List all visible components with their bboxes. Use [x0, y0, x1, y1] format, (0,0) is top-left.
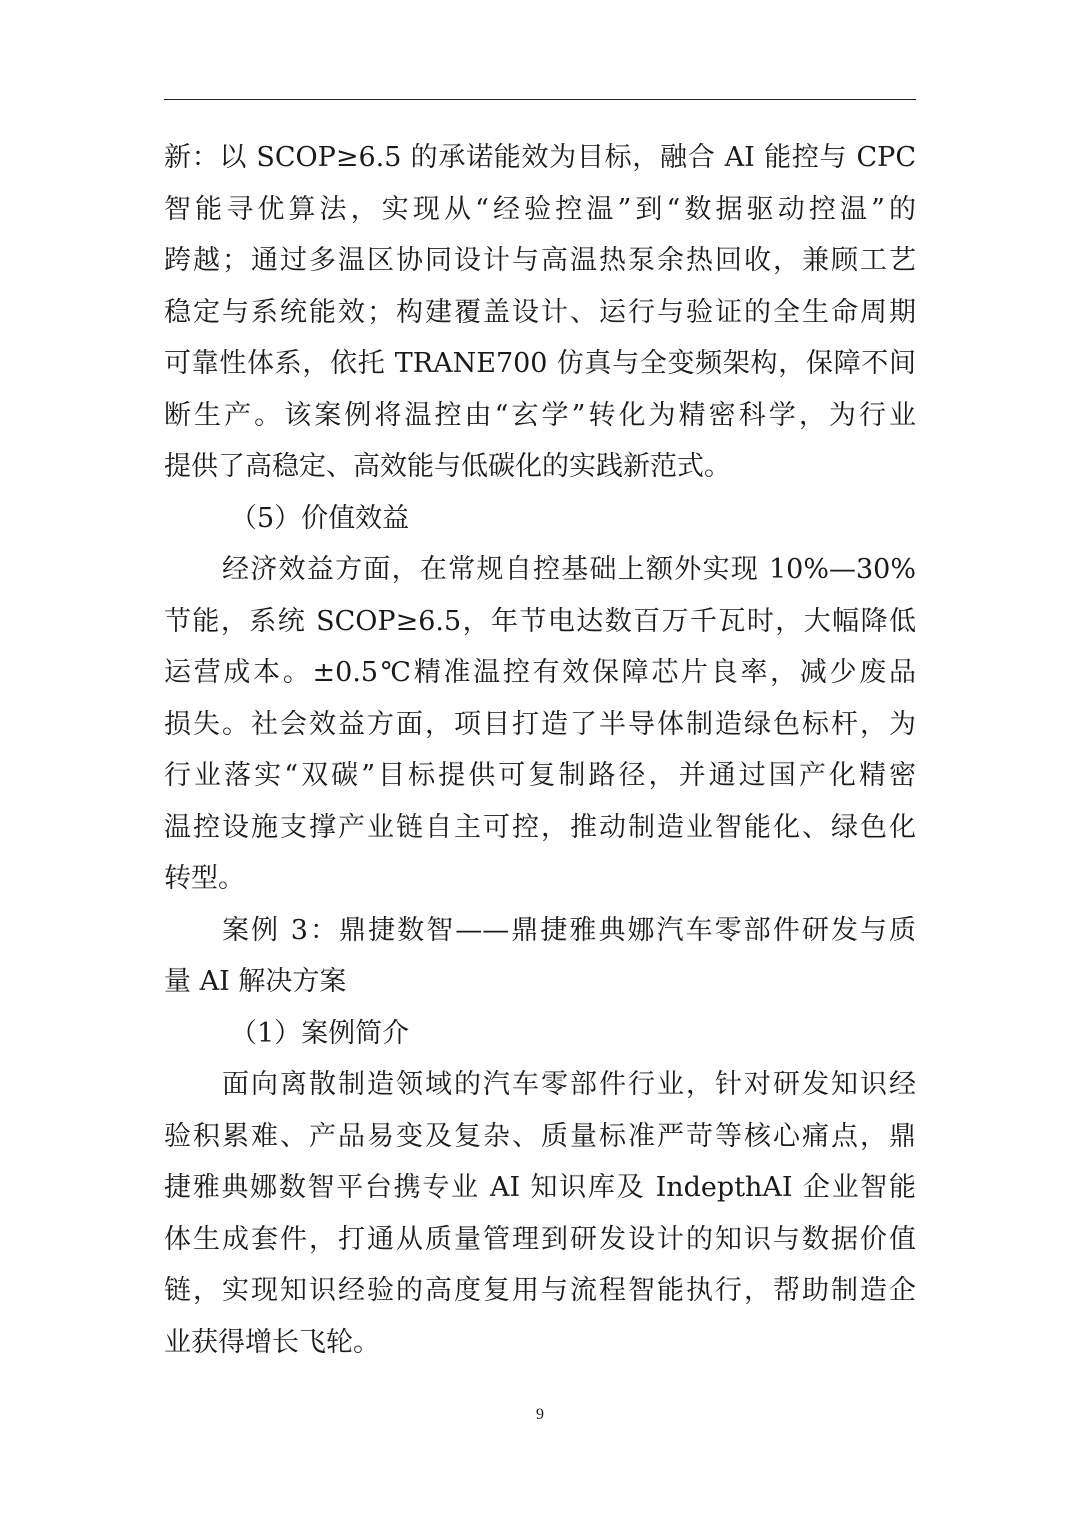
- paragraph-line: 转型。: [164, 863, 245, 894]
- paragraph-line: 行业落实“双碳”目标提供可复制路径，并通过国产化精密: [164, 760, 916, 791]
- paragraph-line: 体生成套件，打通从质量管理到研发设计的知识与数据价值: [164, 1223, 916, 1255]
- paragraph-line: 智能寻优算法，实现从“经验控温”到“数据驱动控温”的: [164, 193, 916, 225]
- paragraph-line: 链，实现知识经验的高度复用与流程智能执行，帮助制造企: [164, 1275, 916, 1306]
- page-number: 9: [536, 1406, 544, 1423]
- paragraph-line: 可靠性体系，依托 TRANE700 仿真与全变频架构，保障不间: [164, 348, 916, 379]
- paragraph-line: 捷雅典娜数智平台携专业 AI 知识库及 IndepthAI 企业智能: [164, 1172, 916, 1203]
- paragraph-line: 新：以 SCOP≥6.5 的承诺能效为目标，融合 AI 能控与 CPC: [164, 142, 916, 173]
- paragraph-line: 经济效益方面，在常规自控基础上额外实现 10%—30%: [222, 554, 916, 585]
- paragraph-line: 业获得增长飞轮。: [164, 1326, 380, 1358]
- paragraph-line: 温控设施支撑产业链自主可控，推动制造业智能化、绿色化: [164, 811, 916, 843]
- section-heading: （1）案例简介: [230, 1017, 410, 1049]
- paragraph-line: 稳定与系统能效；构建覆盖设计、运行与验证的全生命周期: [164, 296, 916, 328]
- paragraph-line: 验积累难、产品易变及复杂、质量标准严苛等核心痛点，鼎: [164, 1120, 916, 1152]
- paragraph-line: 损失。社会效益方面，项目打造了半导体制造绿色标杆，为: [164, 708, 916, 740]
- paragraph-line: 面向离散制造领域的汽车零部件行业，针对研发知识经: [222, 1069, 916, 1100]
- paragraph-line: 跨越；通过多温区协同设计与高温热泵余热回收，兼顾工艺: [164, 245, 916, 276]
- document-body: [164, 132, 916, 1368]
- section-heading: （5）价值效益: [230, 502, 410, 534]
- paragraph-line: 运营成本。±0.5℃精准温控有效保障芯片良率，减少废品: [164, 657, 916, 688]
- paragraph-line: 节能，系统 SCOP≥6.5，年节电达数百万千瓦时，大幅降低: [164, 605, 916, 637]
- case-title: 量 AI 解决方案: [164, 966, 347, 997]
- case-title: 案例 3：鼎捷数智——鼎捷雅典娜汽车零部件研发与质: [222, 914, 916, 946]
- paragraph-line: 提供了高稳定、高效能与低碳化的实践新范式。: [164, 451, 731, 482]
- paragraph-line: 断生产。该案例将温控由“玄学”转化为精密科学，为行业: [164, 399, 916, 431]
- header-rule: [164, 99, 916, 100]
